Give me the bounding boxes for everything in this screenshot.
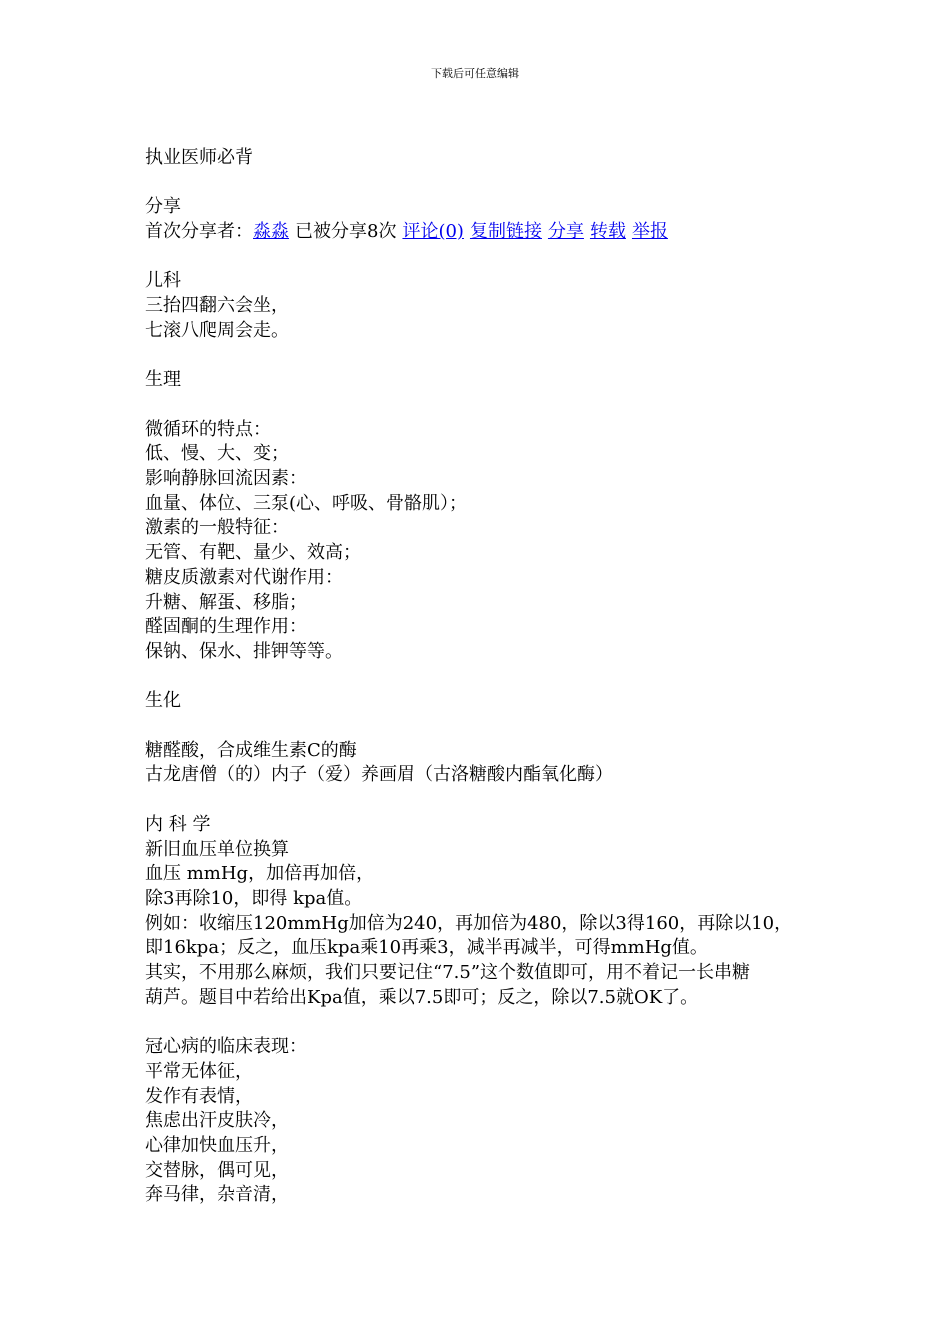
first-sharer-label: 首次分享者： xyxy=(145,221,253,243)
text-line: 微循环的特点： xyxy=(145,418,271,440)
pediatrics-heading: 儿科 xyxy=(145,270,181,292)
text-line: 醛固酮的生理作用： xyxy=(145,616,307,638)
share-info-row xyxy=(145,220,825,245)
text-line: 无管、有靶、量少、效高； xyxy=(145,542,361,564)
copy-link-link[interactable]: 复制链接 xyxy=(469,221,542,243)
text-line: 激素的一般特征： xyxy=(145,517,289,539)
text-line: 即16kpa；反之，血压kpa乘10再乘3，减半再减半，可得mmHg值。 xyxy=(145,937,708,959)
spacer xyxy=(145,245,825,270)
share-link[interactable]: 分享 xyxy=(547,221,584,243)
text-line: 除3再除10，即得 kpa值。 xyxy=(145,887,363,909)
physiology-heading: 生理 xyxy=(145,369,181,391)
text-line: 发作有表情， xyxy=(145,1085,253,1107)
text-line: 焦虑出汗皮肤冷， xyxy=(145,1110,289,1132)
spacer xyxy=(145,714,825,739)
text-line: 葫芦。题目中若给出Kpa值，乘以7.5即可；反之，除以7.5就OK了。 xyxy=(145,986,699,1008)
text-line: 心律加快血压升， xyxy=(145,1135,289,1156)
text-line: 交替脉，偶可见， xyxy=(145,1159,289,1181)
text-line: 三抬四翻六会坐， xyxy=(145,295,289,317)
text-line: 例如：收缩压120mmHg加倍为240，再加倍为480，除以3得160，再除以10， xyxy=(145,912,793,934)
text-line: 升糖、解蛋、移脂； xyxy=(145,591,307,613)
text-line: 血量、体位、三泵(心、呼吸、骨骼肌）； xyxy=(145,492,468,514)
text-line: 血压 mmHg，加倍再加倍， xyxy=(145,863,375,885)
text-line: 古龙唐僧（的）内子（爱）养画眉（古洛糖酸内酯氧化酶） xyxy=(145,764,613,786)
repost-link[interactable]: 转载 xyxy=(589,221,626,243)
text-line: 新旧血压单位换算 xyxy=(145,838,289,860)
text-line: 影响静脉回流因素： xyxy=(145,468,307,490)
spacer xyxy=(145,344,825,369)
document-body xyxy=(145,146,825,1208)
shared-count-text: 已被分享8次 xyxy=(295,221,397,243)
text-line: 七滚八爬周会走。 xyxy=(145,319,289,341)
biochemistry-heading: 生化 xyxy=(145,690,181,712)
spacer xyxy=(145,393,825,418)
report-link[interactable]: 举报 xyxy=(631,221,668,243)
text-line: 平常无体征， xyxy=(145,1060,253,1082)
spacer xyxy=(145,665,825,690)
text-line: 奔马律，杂音清， xyxy=(145,1184,289,1206)
text-line: 冠心病的临床表现： xyxy=(145,1036,307,1058)
text-line: 保钠、保水、排钾等等。 xyxy=(145,641,343,662)
sharer-name-link[interactable]: 淼淼 xyxy=(253,221,289,243)
spacer xyxy=(145,1011,825,1036)
internal-medicine-heading: 内 科 学 xyxy=(145,813,211,835)
comment-link[interactable]: 评论(0) xyxy=(402,221,464,243)
text-line: 低、慢、大、变； xyxy=(145,443,289,465)
share-heading: 分享 xyxy=(145,196,181,218)
text-line: 其实，不用那么麻烦，我们只要记住“7.5”这个数值即可，用不着记一长串糖 xyxy=(145,962,751,984)
spacer xyxy=(145,171,825,196)
spacer xyxy=(145,788,825,813)
text-line: 糖醛酸，合成维生素C的酶 xyxy=(145,739,357,761)
header-note: 下载后可任意编辑 xyxy=(431,67,519,80)
text-line: 糖皮质激素对代谢作用： xyxy=(145,566,343,588)
document-title: 执业医师必背 xyxy=(145,147,253,168)
